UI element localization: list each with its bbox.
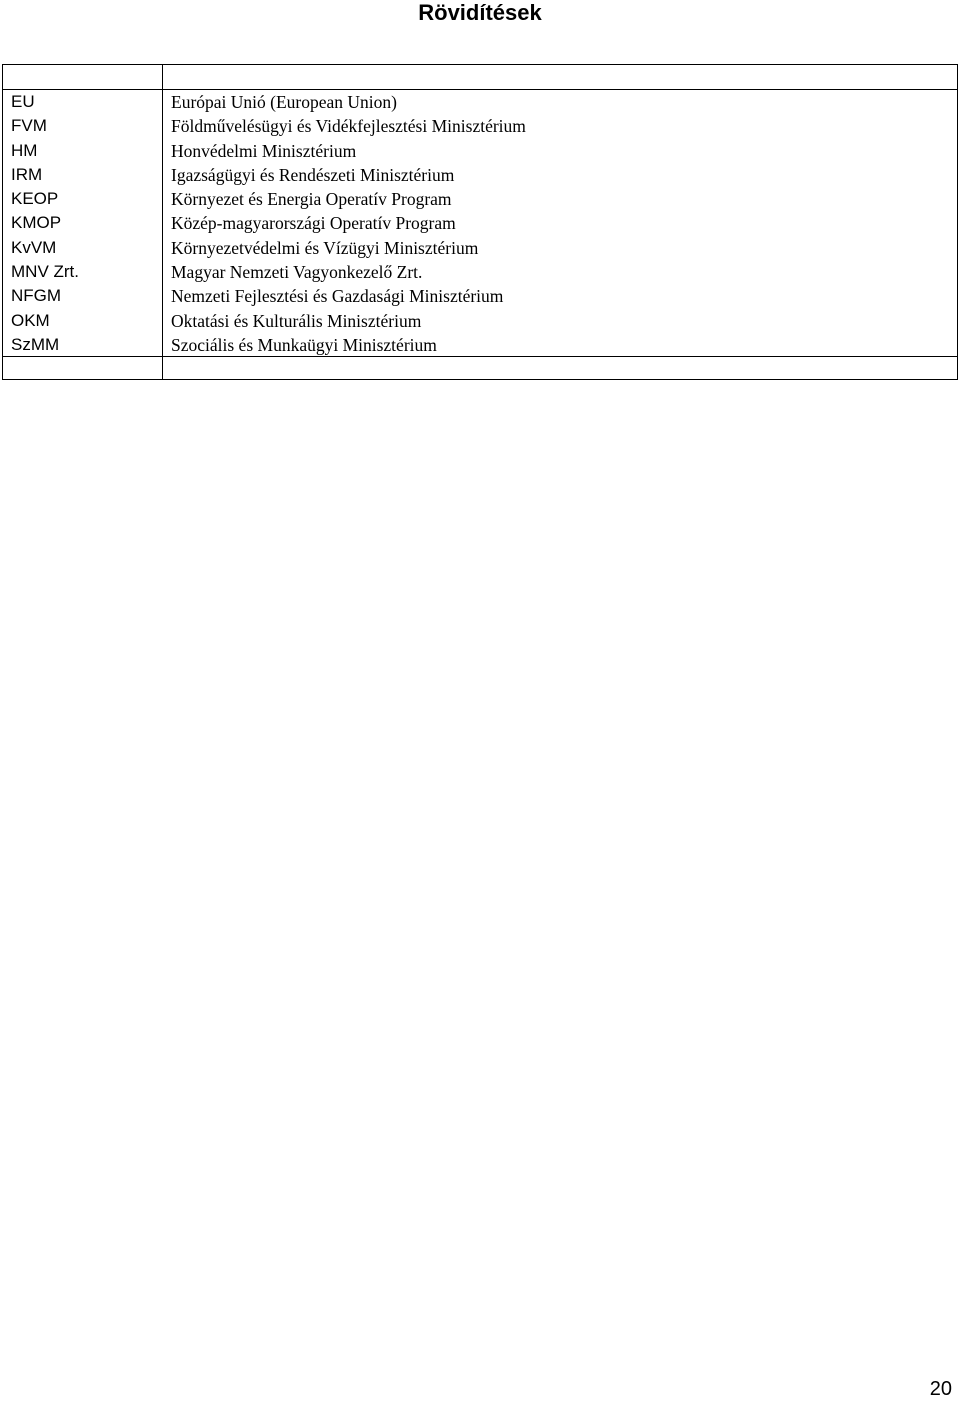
- abbreviation-cell: MNV Zrt.: [11, 262, 79, 282]
- meaning-cell: Közép-magyarországi Operatív Program: [171, 213, 456, 234]
- meaning-cell: Oktatási és Kulturális Minisztérium: [171, 310, 422, 331]
- meaning-cell: Környezetvédelmi és Vízügyi Minisztérium: [171, 237, 479, 258]
- table-column-divider: [162, 65, 163, 379]
- meaning-cell: Honvédelmi Minisztérium: [171, 140, 357, 161]
- abbreviation-cell: OKM: [11, 310, 50, 330]
- meaning-cell: Magyar Nemzeti Vagyonkezelő Zrt.: [171, 262, 423, 283]
- meaning-cell: Földművelésügyi és Vidékfejlesztési Minisztérium: [171, 116, 526, 137]
- abbreviation-cell: KEOP: [11, 189, 59, 209]
- abbreviation-cell: SzMM: [11, 334, 60, 354]
- abbreviation-column: [11, 90, 159, 357]
- meaning-cell: Igazságügyi és Rendészeti Minisztérium: [171, 164, 455, 185]
- page-number: 20: [929, 1378, 952, 1400]
- abbreviation-cell: NFGM: [11, 286, 62, 306]
- meaning-cell: Európai Unió (European Union): [171, 92, 397, 112]
- page-title: Rövidítések: [418, 0, 542, 25]
- meaning-cell: Nemzeti Fejlesztési és Gazdasági Minisztérium: [171, 286, 504, 307]
- abbreviation-cell: EU: [11, 92, 35, 111]
- meaning-column: [171, 90, 951, 357]
- abbreviation-cell: FVM: [11, 116, 47, 136]
- abbreviation-cell: KvVM: [11, 237, 57, 257]
- abbreviation-cell: KMOP: [11, 213, 62, 233]
- meaning-cell: Környezet és Energia Operatív Program: [171, 189, 452, 210]
- abbreviations-table: [2, 64, 958, 380]
- abbreviation-cell: IRM: [11, 164, 43, 184]
- meaning-cell: Szociális és Munkaügyi Minisztérium: [171, 334, 437, 355]
- abbreviation-cell: HM: [11, 140, 38, 160]
